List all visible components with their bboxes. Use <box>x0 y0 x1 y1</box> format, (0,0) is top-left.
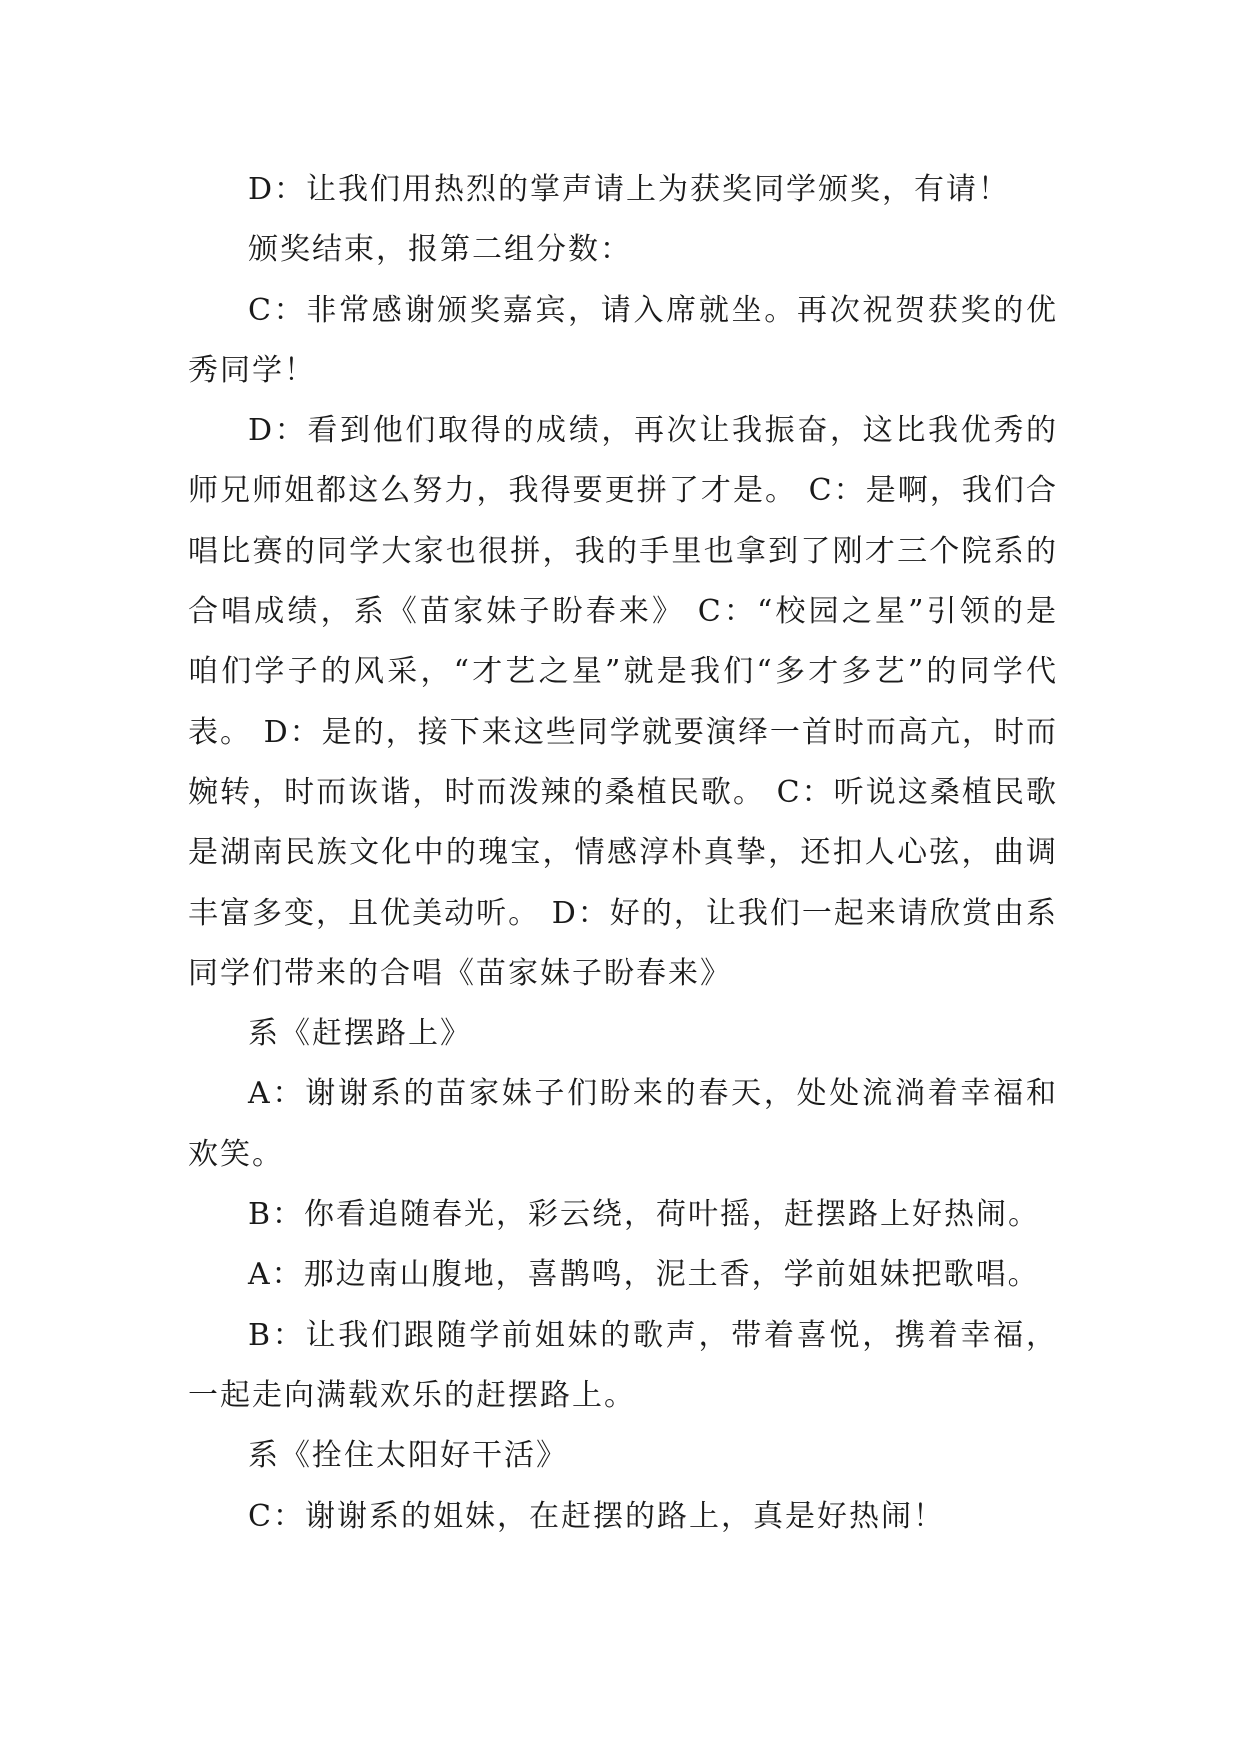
paragraph: B：你看追随春光，彩云绕，荷叶摇，赶摆路上好热闹。 <box>248 1197 1041 1233</box>
paragraph: 颁奖结束，报第二组分数： <box>248 232 632 268</box>
paragraph: D：让我们用热烈的掌声请上为获奖同学颁奖，有请！ <box>248 172 1011 207</box>
paragraph: 系《拴住太阳好干活》 <box>248 1438 568 1474</box>
paragraph: B：让我们跟随学前姐妹的歌声，带着喜悦，携着幸福，一起走向满载欢乐的赶摆路上。 <box>188 1317 1058 1413</box>
paragraph: C：谢谢系的姐妹，在赶摆的路上，真是好热闹！ <box>248 1498 945 1534</box>
paragraph: 系《赶摆路上》 <box>248 1016 472 1052</box>
document-page <box>188 160 1058 1547</box>
paragraph: A：那边南山腹地，喜鹊鸣，泥土香，学前姐妹把歌唱。 <box>248 1257 1040 1293</box>
paragraph: D：看到他们取得的成绩，再次让我振奋，这比我优秀的师兄师姐都这么努力，我得要更拼了才是。 C：是啊，我们合唱比赛的同学大家也很拼，我的手里也拿到了刚才三个院系的合唱成绩，系《苗家妹子盼春来》 C：“校园之星”引领的是咱们学子的风采，“才艺之星”就是我们“多才多艺”的同学代表。 D：是的，接下来这些同学就要演绎一首时而高亢，时而婉转，时而诙谐，时而泼辣的桑植民歌。 C：听说这桑植民歌是湖南民族文化中的瑰宝，情感淳朴真挚，还扣人心弦，曲调丰富多变，且优美动听。 D：好的，让我们一起来请欣赏由系同学们带来的合唱《苗家妹子盼春来》 <box>188 413 1058 991</box>
paragraph: A：谢谢系的苗家妹子们盼来的春天，处处流淌着幸福和欢笑。 <box>188 1076 1058 1172</box>
paragraph: C：非常感谢颁奖嘉宾，请入席就坐。再次祝贺获奖的优秀同学！ <box>188 292 1058 388</box>
